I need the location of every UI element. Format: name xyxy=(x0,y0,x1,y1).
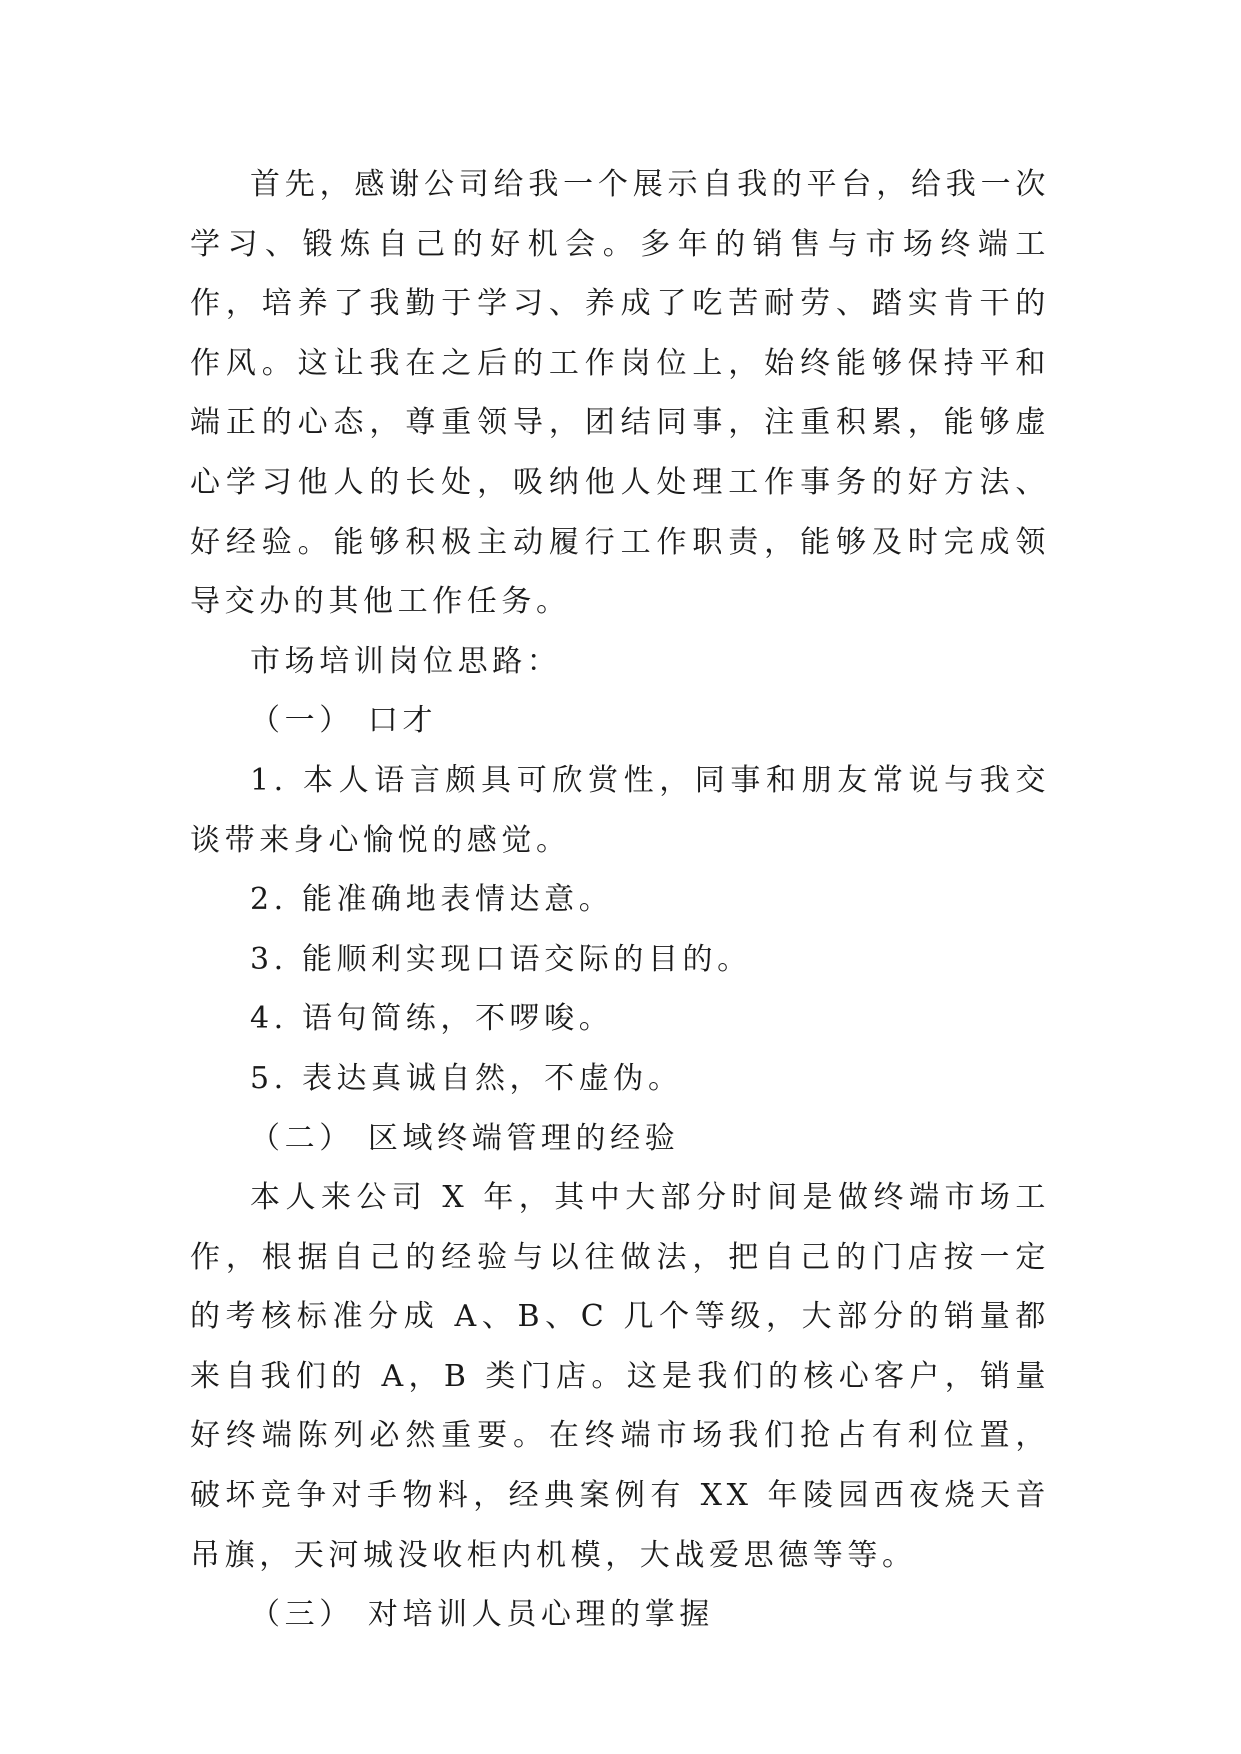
list-item-4: 4. 语句简练，不啰唆。 xyxy=(250,1001,614,1037)
section-heading-trainee-psychology: （三） 对培训人员心理的掌握 xyxy=(250,1597,714,1633)
heading-training-ideas: 市场培训岗位思路： xyxy=(250,643,562,679)
list-item-1: 1. 本人语言颇具可欣赏性，同事和朋友常说与我交谈带来身心愉悦的感觉。 xyxy=(190,762,1050,858)
list-item-3: 3. 能顺利实现口语交际的目的。 xyxy=(250,941,752,977)
paragraph-intro: 首先，感谢公司给我一个展示自我的平台，给我一次学习、锻炼自己的好机会。多年的销售与市场终端工作，培养了我勤于学习、养成了吃苦耐劳、踏实肯干的作风。这让我在之后的工作岗位上，始终能够保持平和端正的心态，尊重领导，团结同事，注重积累，能够虚心学习他人的长处，吸纳他人处理工作事务的好方法、好经验。能够积极主动履行工作职责，能够及时完成领导交办的其他工作任务。 xyxy=(190,167,1050,620)
document-body xyxy=(190,155,1050,1645)
section-heading-terminal-management: （二） 区域终端管理的经验 xyxy=(250,1120,680,1156)
list-item-2: 2. 能准确地表情达意。 xyxy=(250,882,614,918)
paragraph-terminal-experience: 本人来公司 X 年，其中大部分时间是做终端市场工作，根据自己的经验与以往做法，把自己的门店按一定的考核标准分成 A、B、C 几个等级，大部分的销量都来自我们的 A，B 类门店。这是我们的核心客户，销量好终端陈列必然重要。在终端市场我们抢占有利位置，破坏竞争对手物料，经典案例有 XX 年陵园西夜烧天音吊旗，天河城没收柜内机模，大战爱思德等等。 xyxy=(190,1180,1050,1573)
section-heading-eloquence: （一） 口才 xyxy=(250,703,438,739)
list-item-5: 5. 表达真诚自然，不虚伪。 xyxy=(250,1060,683,1096)
